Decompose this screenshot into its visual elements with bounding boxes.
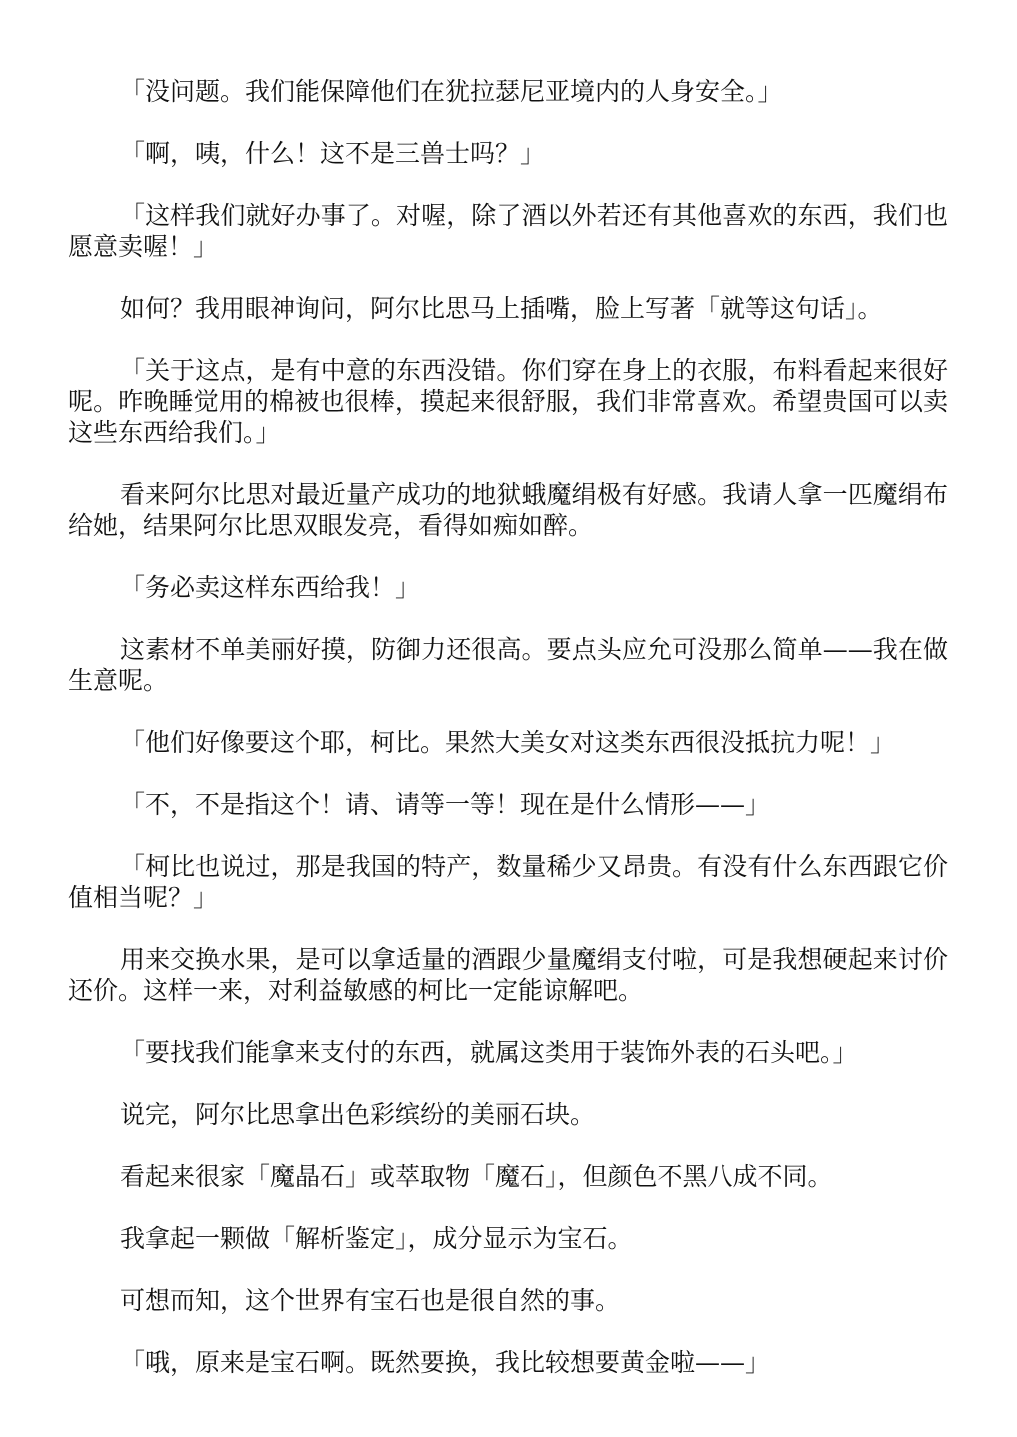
paragraph: 如何？我用眼神询问，阿尔比思马上插嘴，脸上写著「就等这句话」。 <box>120 294 883 323</box>
document-page <box>68 76 948 1409</box>
paragraph: 「要找我们能拿来支付的东西，就属这类用于装饰外表的石头吧。」 <box>120 1038 858 1067</box>
paragraph: 用来交换水果，是可以拿适量的酒跟少量魔绢支付啦，可是我想硬起来讨价还价。这样一来，对利益敏感的柯比一定能谅解吧。 <box>68 945 948 1005</box>
paragraph: 这素材不单美丽好摸，防御力还很高。要点头应允可没那么简单——我在做生意呢。 <box>68 635 948 695</box>
paragraph: 「不，不是指这个！请、请等一等！现在是什么情形——」 <box>120 790 771 819</box>
paragraph: 「务必卖这样东西给我！」 <box>120 573 421 602</box>
paragraph: 说完，阿尔比思拿出色彩缤纷的美丽石块。 <box>120 1100 596 1129</box>
paragraph: 看来阿尔比思对最近量产成功的地狱蛾魔绢极有好感。我请人拿一匹魔绢布给她，结果阿尔比思双眼发亮，看得如痴如醉。 <box>68 480 948 540</box>
paragraph: 「哦，原来是宝石啊。既然要换，我比较想要黄金啦——」 <box>120 1348 771 1377</box>
paragraph: 「这样我们就好办事了。对喔，除了酒以外若还有其他喜欢的东西，我们也愿意卖喔！」 <box>68 201 948 261</box>
paragraph: 「柯比也说过，那是我国的特产，数量稀少又昂贵。有没有什么东西跟它价值相当呢？」 <box>68 852 948 912</box>
paragraph: 看起来很家「魔晶石」或萃取物「魔石」，但颜色不黑八成不同。 <box>120 1162 833 1191</box>
paragraph: 「关于这点，是有中意的东西没错。你们穿在身上的衣服，布料看起来很好呢。昨晚睡觉用的棉被也很棒，摸起来很舒服，我们非常喜欢。希望贵国可以卖这些东西给我们。」 <box>68 356 948 447</box>
paragraph: 「他们好像要这个耶，柯比。果然大美女对这类东西很没抵抗力呢！」 <box>120 728 896 757</box>
paragraph: 可想而知，这个世界有宝石也是很自然的事。 <box>120 1286 621 1315</box>
paragraph: 我拿起一颗做「解析鉴定」，成分显示为宝石。 <box>120 1224 633 1253</box>
paragraph: 「啊，咦，什么！这不是三兽士吗？」 <box>120 139 546 168</box>
paragraph: 「没问题。我们能保障他们在犹拉瑟尼亚境内的人身安全。」 <box>120 77 783 106</box>
